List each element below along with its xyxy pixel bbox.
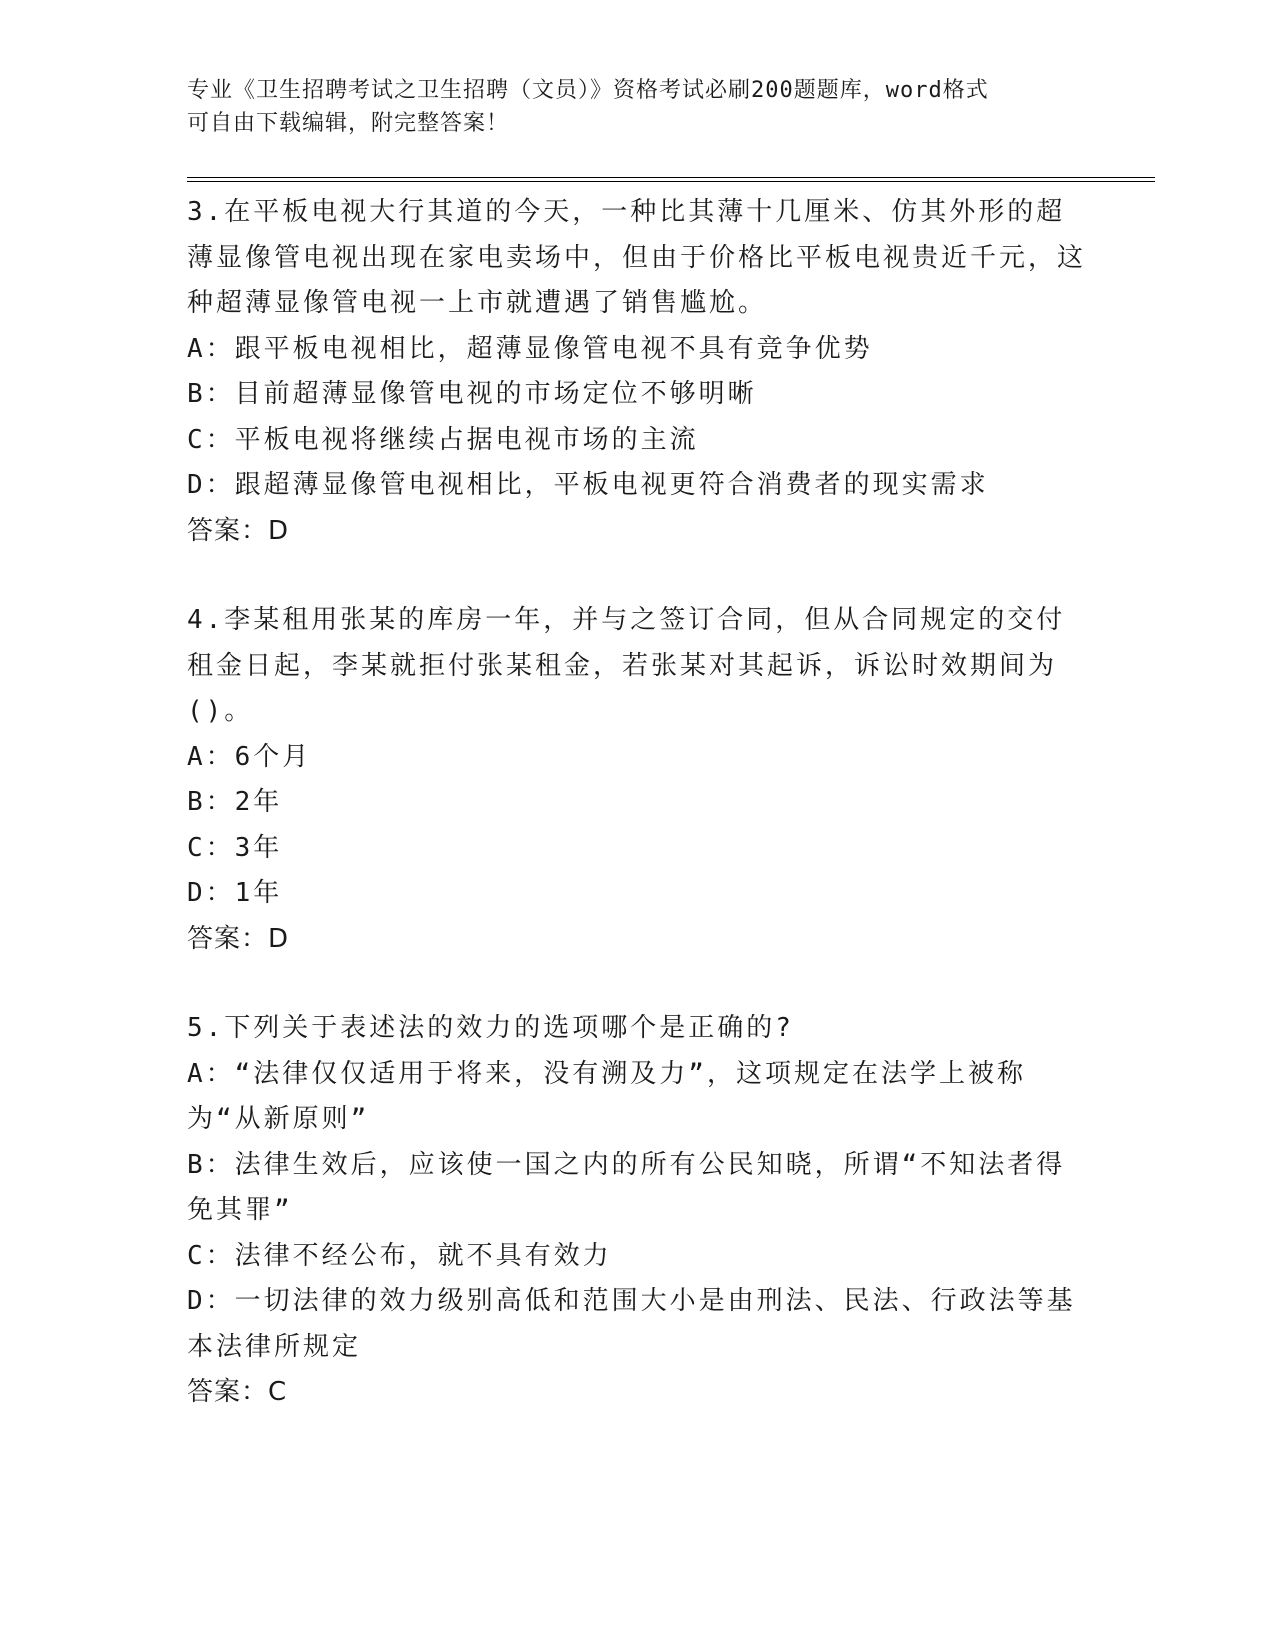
answer-label: 答案：D [187,923,290,954]
option-a: A：“法律仅仅适用于将来，没有溯及力”，这项规定在法学上被称为“从新原则” [187,1058,1026,1134]
question-3 [187,190,1087,554]
answer-label: 答案：D [187,515,290,546]
header-title-line-2: 可自由下载编辑，附完整答案！ [187,111,510,136]
question-text: 5.下列关于表述法的效力的选项哪个是正确的? [187,1013,794,1043]
header-divider-bottom [187,181,1155,182]
question-text: 4.李某租用张某的库房一年，并与之签订合同，但从合同规定的交付租金日起，李某就拒付张某租金，若张某对其起诉，诉讼时效期间为()。 [187,605,1066,726]
option-b: B：2年 [187,787,283,817]
option-c: C：法律不经公布，就不具有效力 [187,1240,612,1271]
question-text: 3.在平板电视大行其道的今天，一种比其薄十几厘米、仿其外形的超薄显像管电视出现在家电卖场中，但由于价格比平板电视贵近千元，这种超薄显像管电视一上市就遭遇了销售尴尬。 [187,197,1087,318]
header-divider-top [187,177,1155,178]
option-b: B：法律生效后，应该使一国之内的所有公民知晓，所谓“不知法者得免其罪” [187,1149,1066,1225]
option-c: C：3年 [187,832,283,863]
question-4 [187,598,1087,962]
option-a: A：跟平板电视相比，超薄显像管电视不具有竞争优势 [187,333,873,364]
question-list [187,190,1087,1460]
option-d: D：一切法律的效力级别高低和范围大小是由刑法、民法、行政法等基本法律所规定 [187,1286,1076,1362]
answer-label: 答案：C [187,1377,288,1407]
question-5 [187,1006,1087,1416]
option-d: D：跟超薄显像管电视相比，平板电视更符合消费者的现实需求 [187,470,989,500]
option-c: C：平板电视将继续占据电视市场的主流 [187,424,699,455]
option-d: D：1年 [187,878,283,908]
header-title-line-1: 专业《卫生招聘考试之卫生招聘（文员）》资格考试必刷200题题库，word格式 [187,78,989,103]
option-b: B：目前超薄显像管电视的市场定位不够明晰 [187,379,757,409]
option-a: A：6个月 [187,741,312,772]
document-header [187,74,1067,140]
